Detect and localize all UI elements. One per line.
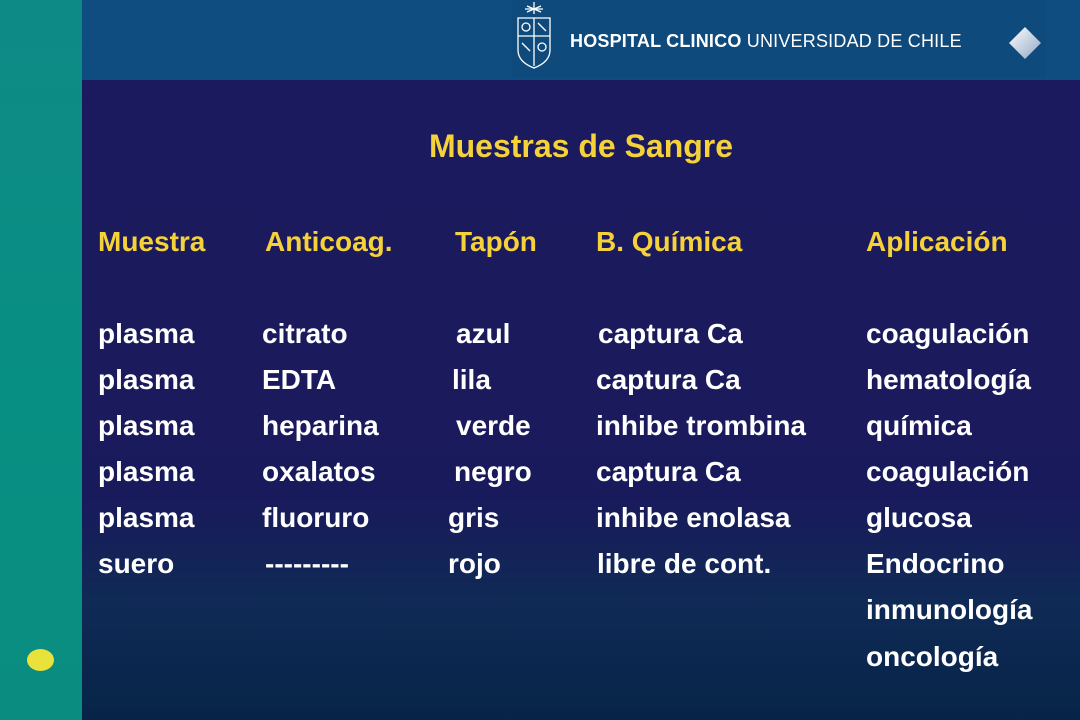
table-cell: azul <box>456 318 511 349</box>
hospital-name <box>570 31 962 52</box>
hospital-name-university: UNIVERSIDAD DE CHILE <box>746 31 962 51</box>
column-header-tapon: Tapón <box>455 226 537 257</box>
table-cell: glucosa <box>866 502 972 533</box>
table-cell: lila <box>452 364 491 395</box>
table-cell: rojo <box>448 548 501 579</box>
table-cell: heparina <box>262 410 379 441</box>
table-cell: captura Ca <box>598 318 743 349</box>
slide-title: Muestras de Sangre <box>428 128 734 164</box>
table-cell: verde <box>456 410 531 441</box>
column-header-muestra: Muestra <box>98 226 206 257</box>
table-cell: oxalatos <box>262 456 376 487</box>
table-cell: suero <box>98 548 175 579</box>
left-accent-strip <box>0 0 82 720</box>
table-cell: plasma <box>98 318 195 349</box>
bullet-dot-icon <box>27 649 54 671</box>
table-cell: captura Ca <box>596 456 741 487</box>
university-crest-icon <box>512 0 556 72</box>
table-cell: inmunología <box>866 594 1033 625</box>
diamond-logo-icon <box>1008 26 1042 60</box>
table-cell: libre de cont. <box>597 548 772 579</box>
table-cell: inhibe trombina <box>596 410 806 441</box>
table-cell: captura Ca <box>596 364 741 395</box>
table-cell: citrato <box>262 318 348 349</box>
table-cell: coagulación <box>866 456 1030 487</box>
table-cell: fluoruro <box>262 502 370 533</box>
table-cell: EDTA <box>262 364 337 395</box>
table-cell: inhibe enolasa <box>596 502 791 533</box>
table-cell: oncología <box>866 641 999 672</box>
table-cell: Endocrino <box>866 548 1005 579</box>
column-header-anticoag: Anticoag. <box>265 226 393 257</box>
table-cell: química <box>866 410 972 441</box>
header-band <box>82 0 1080 80</box>
table-cell: hematología <box>866 364 1031 395</box>
table-cell: plasma <box>98 364 195 395</box>
table-cell: plasma <box>98 502 195 533</box>
column-header-aplicacion: Aplicación <box>866 226 1008 257</box>
table-cell: coagulación <box>866 318 1030 349</box>
table-cell: plasma <box>98 410 195 441</box>
table-cell: plasma <box>98 456 195 487</box>
hospital-logo <box>512 0 1046 78</box>
table-cell: --------- <box>265 548 349 579</box>
hospital-name-bold: HOSPITAL CLINICO <box>570 31 742 51</box>
column-header-bquimica: B. Química <box>596 226 743 257</box>
table-cell: negro <box>454 456 532 487</box>
table-cell: gris <box>448 502 500 533</box>
